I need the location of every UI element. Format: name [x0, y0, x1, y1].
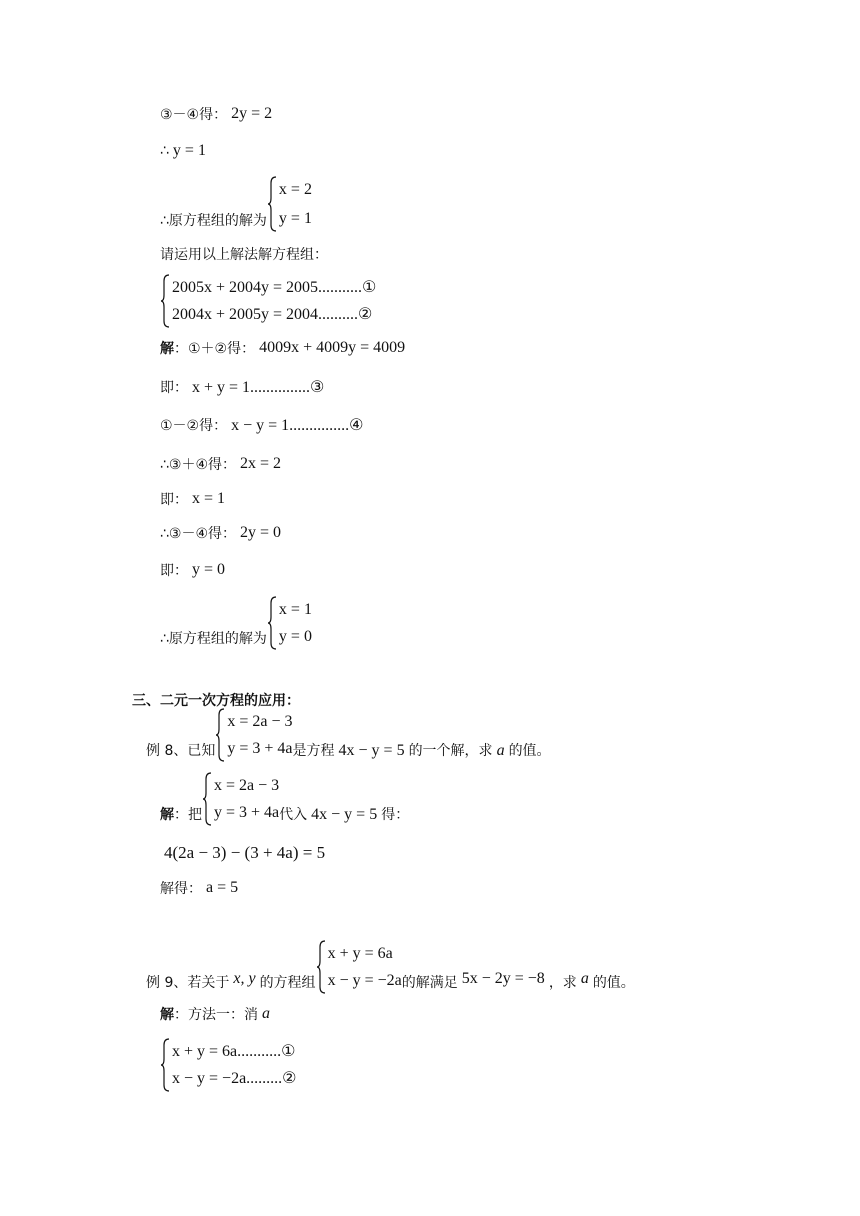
step-label: 即：	[160, 563, 188, 579]
text: 的解满足	[401, 975, 458, 991]
system-row: y = 3 + 4a	[214, 804, 280, 821]
equation: 5x − 2y = −8	[461, 970, 545, 987]
equation: a = 5	[206, 879, 239, 896]
left-brace-icon	[160, 1038, 170, 1092]
system-row: x = 1	[278, 601, 312, 618]
step-line	[160, 843, 329, 863]
left-brace-icon	[267, 176, 277, 232]
system-row: x + y = 6a	[327, 945, 393, 962]
variable: a	[262, 1005, 270, 1022]
step-line	[160, 454, 285, 474]
step-label: ③－④得：	[160, 107, 228, 123]
step-label: ∴原方程组的解为	[160, 213, 267, 229]
text: ，求	[548, 975, 577, 991]
text: 的值。	[592, 975, 635, 991]
equation-system	[202, 772, 279, 826]
section-heading	[132, 690, 300, 710]
equation-system	[267, 596, 312, 650]
left-brace-icon	[267, 596, 277, 650]
left-brace-icon	[215, 708, 225, 762]
step-label: ∴原方程组的解为	[160, 631, 267, 647]
step-line	[160, 377, 328, 397]
step-line	[160, 489, 229, 509]
instruction-line	[160, 244, 328, 264]
step-line	[160, 1004, 274, 1024]
solution-keyword: 解	[160, 341, 174, 357]
equation: y = 0	[192, 561, 226, 578]
text: 的方程组	[259, 975, 316, 991]
example-8-solution	[160, 772, 409, 826]
text: 代入	[279, 807, 308, 823]
step-line	[160, 560, 229, 580]
step-line	[160, 523, 285, 543]
step-label: 即：	[160, 380, 188, 396]
system-row: x = 2	[278, 181, 312, 198]
left-brace-icon	[202, 772, 212, 826]
step-label: ：①＋②得：	[174, 341, 256, 357]
therefore-symbol: ∴	[160, 143, 169, 159]
system-row: y = 3 + 4a	[227, 740, 293, 757]
step-label: ∴③－④得：	[160, 526, 237, 542]
step-line	[160, 338, 409, 358]
left-brace-icon	[160, 274, 170, 328]
solution-line	[160, 596, 312, 650]
equation: y = 1	[172, 142, 206, 159]
system-row: x − y = −2a.........②	[172, 1070, 297, 1087]
equation: 4(2a − 3) − (3 + 4a) = 5	[164, 843, 326, 862]
step-label: 解得：	[160, 881, 202, 897]
equation-system	[316, 940, 402, 994]
system-row: x = 2a − 3	[214, 777, 280, 794]
equation: 2y = 0	[240, 524, 282, 541]
equation: 4009x + 4009y = 4009	[259, 339, 406, 356]
instruction-text: 请运用以上解法解方程组：	[160, 247, 328, 263]
text: 的一个解，求	[408, 743, 493, 759]
example-8	[146, 708, 551, 762]
solution-keyword: 解	[160, 807, 174, 823]
equation: x − y = 1...............④	[231, 417, 364, 434]
system-row: 2004x + 2005y = 2004..........②	[172, 306, 373, 323]
system-row: y = 1	[278, 210, 312, 227]
system-row: x + y = 6a...........①	[172, 1043, 296, 1060]
text: ：方法一：消	[174, 1007, 258, 1023]
step-line	[160, 415, 368, 435]
step-label: ∴③＋④得：	[160, 457, 237, 473]
step-line	[160, 104, 276, 124]
equation-system	[160, 274, 376, 328]
equation: x + y = 1...............③	[192, 379, 325, 396]
system-row: y = 0	[278, 628, 312, 645]
text: ：把	[174, 807, 202, 823]
left-brace-icon	[316, 940, 326, 994]
equation-system	[267, 176, 312, 232]
system-row: 2005x + 2004y = 2005...........①	[172, 279, 377, 296]
step-label: 即：	[160, 492, 188, 508]
solution-line	[160, 176, 312, 232]
section-title: 三、二元一次方程的应用：	[132, 693, 300, 709]
text: 是方程	[292, 743, 335, 759]
equation: x = 1	[192, 490, 226, 507]
step-line	[160, 878, 242, 898]
example-label: 例 8、已知	[146, 743, 216, 759]
equation: 4x − y = 5	[311, 806, 378, 823]
example-9	[146, 940, 635, 994]
example-label: 例 9、若关于	[146, 975, 230, 991]
system-row: x = 2a − 3	[227, 713, 293, 730]
equation: 2x = 2	[240, 455, 282, 472]
variable: a	[580, 970, 589, 987]
equation: 4x − y = 5	[338, 742, 405, 759]
equation-system	[160, 1038, 297, 1092]
text: 得：	[381, 807, 410, 823]
variables: x, y	[233, 970, 256, 987]
system-row: x − y = −2a	[327, 972, 402, 989]
step-line	[160, 142, 210, 160]
step-label: ①－②得：	[160, 418, 228, 434]
text: 的值。	[508, 743, 551, 759]
equation: 2y = 2	[231, 105, 273, 122]
solution-keyword: 解	[160, 1007, 174, 1023]
variable: a	[496, 742, 505, 759]
equation-system	[215, 708, 292, 762]
